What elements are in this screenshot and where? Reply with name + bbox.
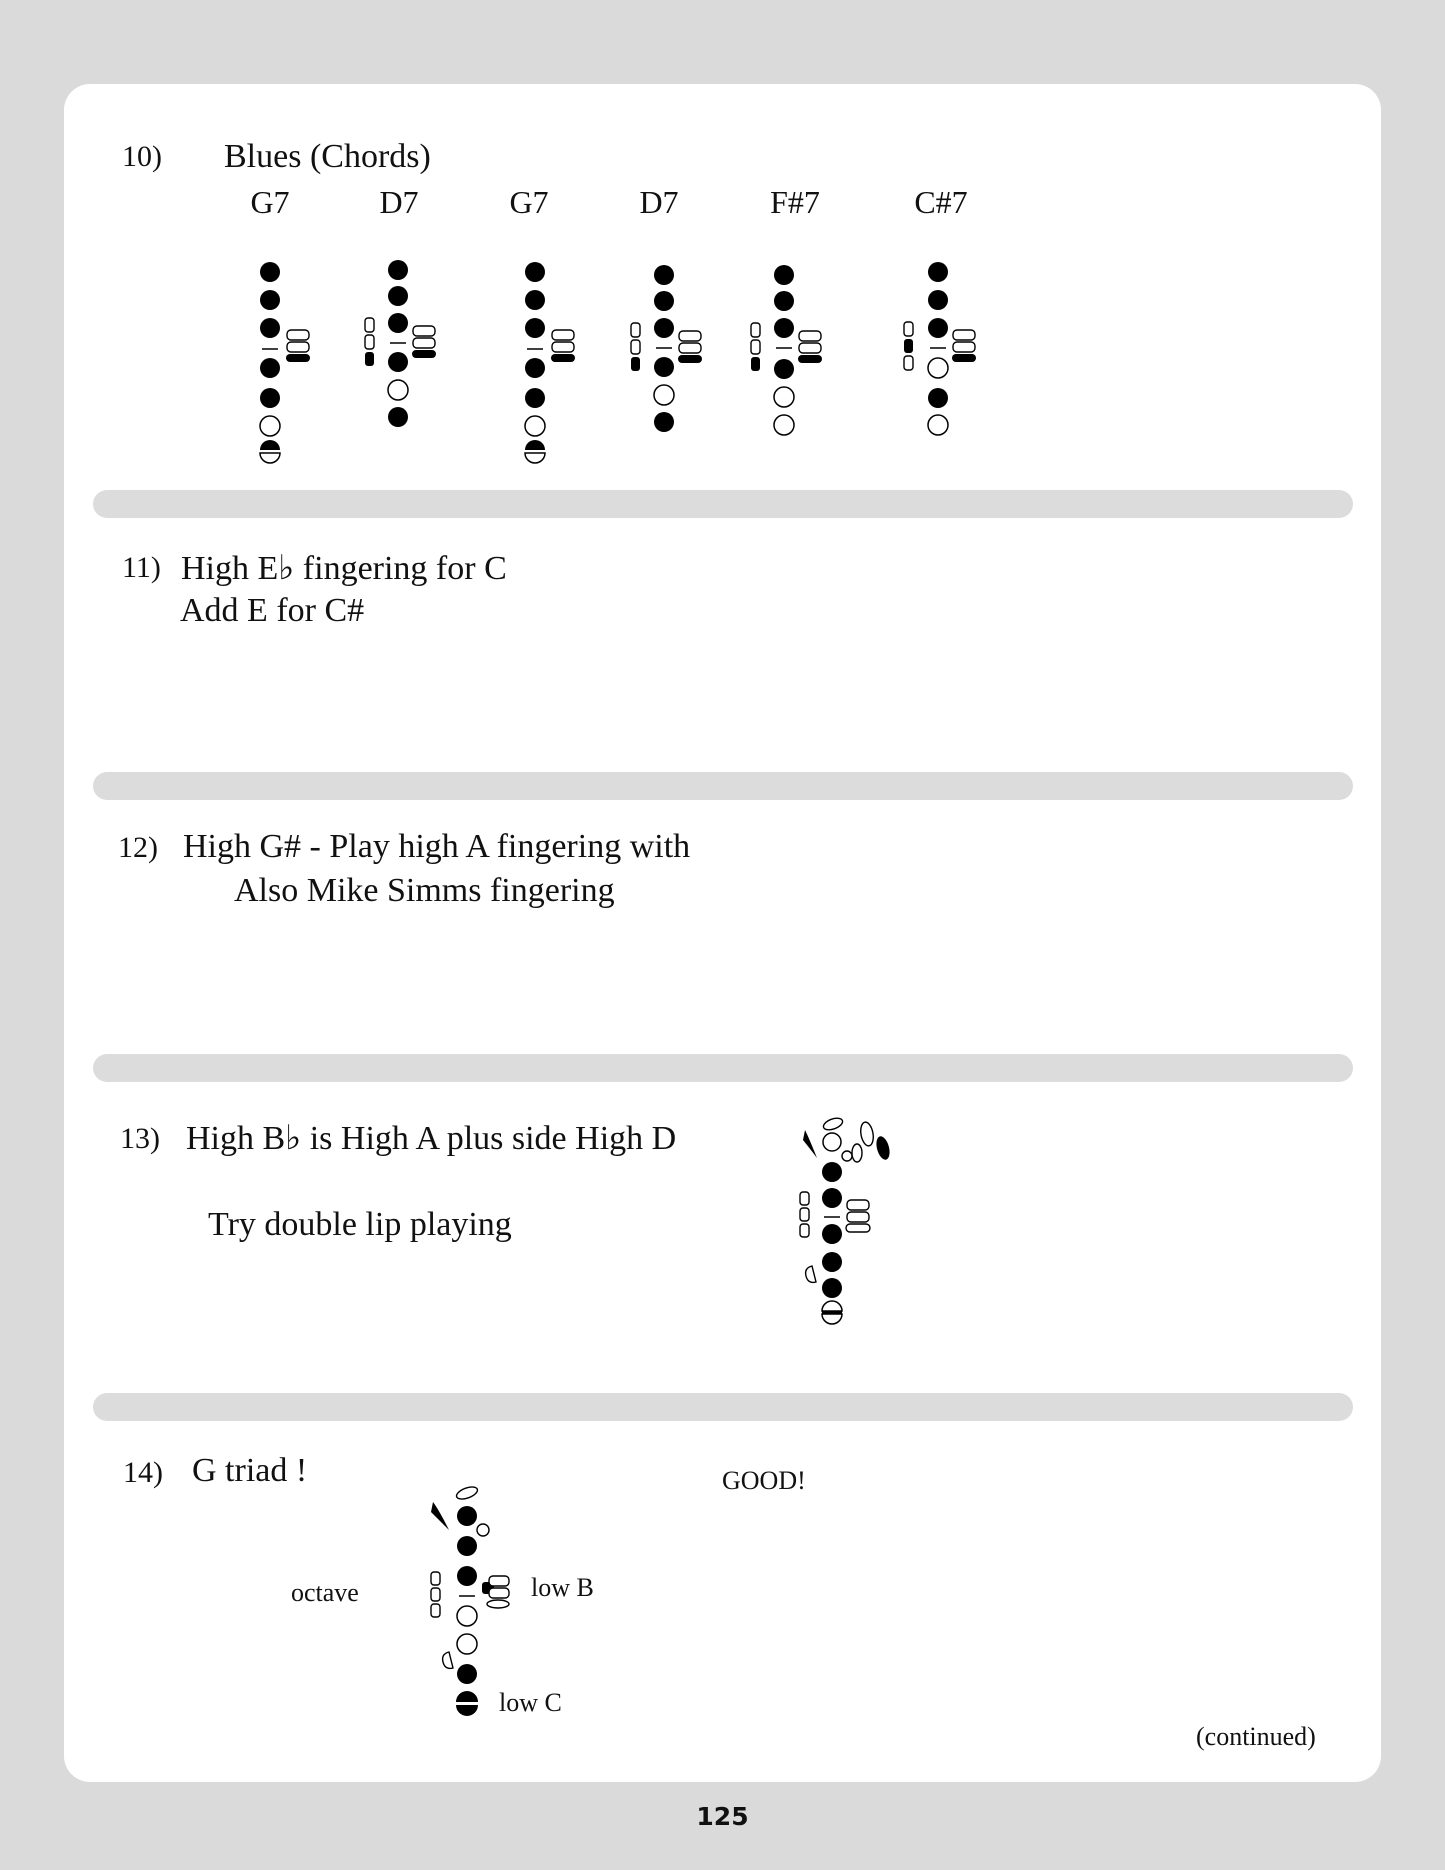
section-11-number: 11) [122, 551, 161, 584]
label-octave: octave [291, 1578, 359, 1607]
fingering-chart-d7 [360, 250, 450, 430]
section-12-line-1: High G# - Play high A fingering with [183, 828, 691, 865]
section-13-number: 13) [120, 1122, 160, 1155]
fingering-chart-g7 [505, 250, 595, 470]
chord-label: D7 [379, 184, 419, 220]
chord-label: F#7 [770, 184, 820, 220]
label-low-b: low B [531, 1573, 594, 1602]
continued-note: (continued) [1196, 1722, 1316, 1751]
section-10-title: Blues (Chords) [224, 138, 431, 175]
section-11-line-2: Add E for C# [180, 592, 365, 629]
section-divider [93, 1393, 1353, 1421]
fingering-chart-f-sharp-7 [746, 255, 836, 445]
section-11-line-1: High E♭ fingering for C [181, 550, 507, 587]
page-number: 125 [696, 1802, 749, 1831]
section-10-number: 10) [122, 140, 162, 173]
fingering-chart-c-sharp-7 [900, 250, 990, 440]
section-13-line-2: Try double lip playing [208, 1206, 512, 1243]
section-13-line-1: High B♭ is High A plus side High D [186, 1120, 677, 1157]
fingering-chart-high-b-flat [795, 1110, 905, 1330]
fingering-chart-g-triad [427, 1480, 527, 1720]
chord-label: D7 [639, 184, 679, 220]
chord-label: C#7 [914, 184, 968, 220]
section-divider [93, 772, 1353, 800]
fingering-chart-d7 [626, 255, 716, 435]
section-divider [93, 1054, 1353, 1082]
label-low-c: low C [499, 1688, 562, 1717]
section-14-title: G triad ! [192, 1452, 308, 1489]
section-14-number: 14) [123, 1456, 163, 1489]
chord-label: G7 [509, 184, 549, 220]
section-12-line-2: Also Mike Simms fingering [234, 872, 615, 909]
section-divider [93, 490, 1353, 518]
chord-label: G7 [250, 184, 290, 220]
good-remark: GOOD! [722, 1466, 806, 1495]
fingering-chart-g7 [240, 250, 330, 470]
section-12-number: 12) [118, 831, 158, 864]
